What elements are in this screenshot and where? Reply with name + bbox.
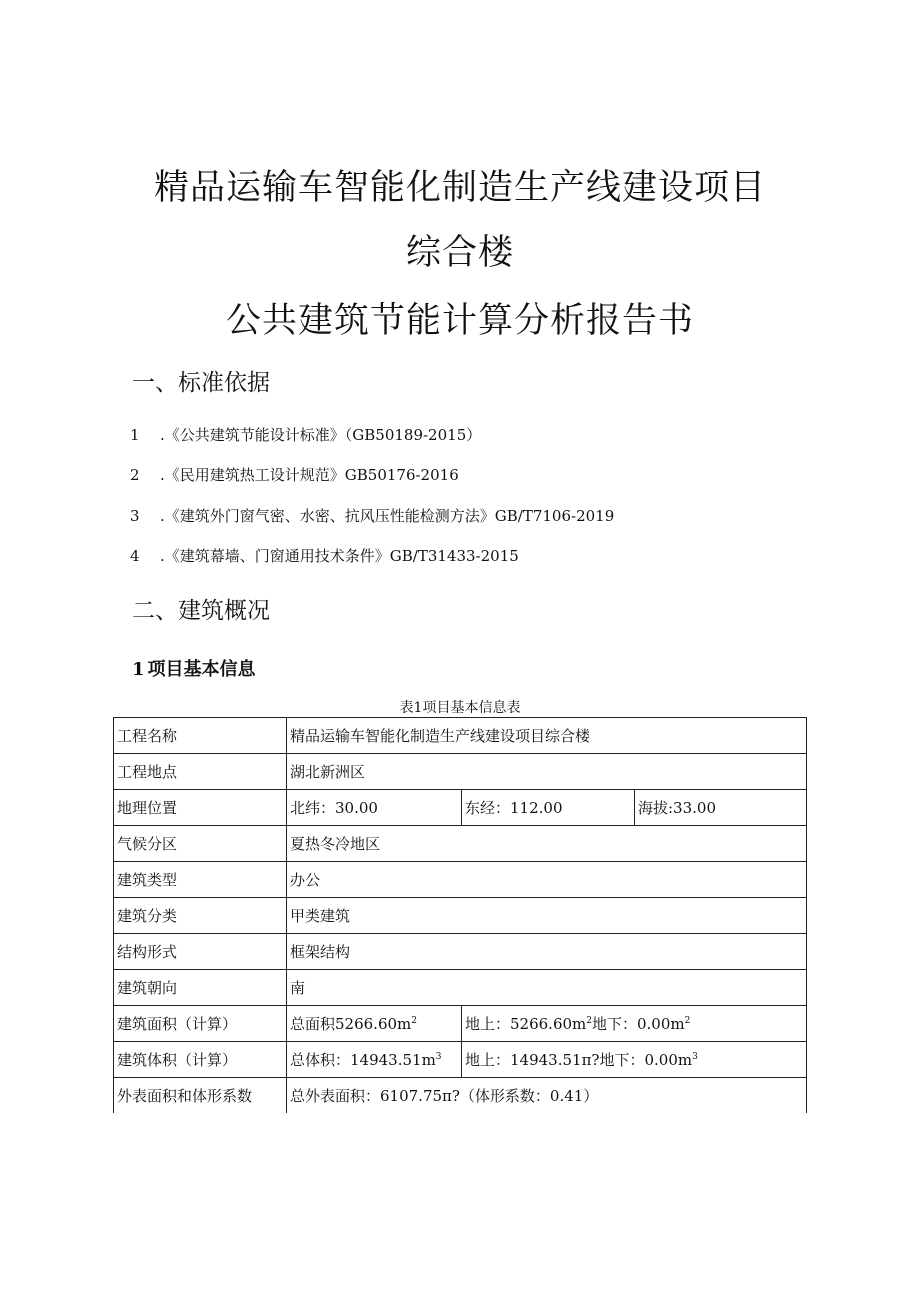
section-heading-standards: 一、标准依据 bbox=[132, 370, 270, 396]
table-row bbox=[114, 862, 807, 898]
table-row bbox=[114, 1042, 807, 1078]
document-title: 精品运输车智能化制造生产线建设项目 bbox=[153, 168, 766, 208]
document-subtitle-building: 综合楼 bbox=[405, 233, 514, 273]
row-value: 南 bbox=[287, 970, 807, 1006]
longitude-value: 东经：112.00 bbox=[462, 790, 635, 826]
row-label: 建筑分类 bbox=[114, 898, 287, 934]
subsection-number: 1 bbox=[132, 659, 145, 680]
table-row bbox=[114, 754, 807, 790]
table-row bbox=[114, 970, 807, 1006]
subsection-title: 项目基本信息 bbox=[147, 659, 256, 680]
table-row bbox=[114, 1078, 807, 1114]
row-value: 湖北新洲区 bbox=[287, 754, 807, 790]
table-row bbox=[114, 934, 807, 970]
row-value: 总外表面积：6107.75π?（体形系数：0.41） bbox=[287, 1078, 807, 1114]
reference-item bbox=[130, 545, 519, 566]
row-label: 地理位置 bbox=[114, 790, 287, 826]
row-label: 建筑面积（计算） bbox=[114, 1006, 287, 1042]
reference-number: 1 bbox=[130, 426, 140, 444]
total-volume-value: 总体积：$14943.51m^3$ bbox=[287, 1042, 462, 1078]
reference-number: 2 bbox=[130, 466, 140, 484]
row-value: 甲类建筑 bbox=[287, 898, 807, 934]
altitude-value: 海拔:33.00 bbox=[635, 790, 807, 826]
row-label: 工程名称 bbox=[114, 718, 287, 754]
table-row bbox=[114, 826, 807, 862]
latitude-value: 北纬：30.00 bbox=[287, 790, 462, 826]
subsection-heading bbox=[132, 655, 256, 681]
document-subtitle-report: 公共建筑节能计算分析报告书 bbox=[225, 301, 694, 341]
table-row bbox=[114, 1006, 807, 1042]
area-split-value: 地上：$5266.60m^2$地下：$0.00m^2$ bbox=[462, 1006, 807, 1042]
reference-text: .《民用建筑热工设计规范》GB50176-2016 bbox=[160, 466, 459, 484]
total-area-value: 总面积$5266.60m^2$ bbox=[287, 1006, 462, 1042]
reference-item bbox=[130, 464, 459, 485]
row-value: 框架结构 bbox=[287, 934, 807, 970]
project-info-table bbox=[113, 717, 807, 1113]
table-row bbox=[114, 790, 807, 826]
table-row bbox=[114, 898, 807, 934]
table-row bbox=[114, 718, 807, 754]
row-value: 办公 bbox=[287, 862, 807, 898]
row-label: 建筑朝向 bbox=[114, 970, 287, 1006]
reference-text: .《公共建筑节能设计标准》（GB50189-2015） bbox=[160, 426, 482, 444]
section-heading-overview: 二、建筑概况 bbox=[132, 598, 270, 624]
reference-item bbox=[130, 424, 481, 445]
reference-number: 4 bbox=[130, 547, 140, 565]
reference-text: .《建筑幕墙、门窗通用技术条件》GB/T31433-2015 bbox=[160, 547, 519, 565]
row-label: 结构形式 bbox=[114, 934, 287, 970]
row-label: 工程地点 bbox=[114, 754, 287, 790]
row-value: 精品运输车智能化制造生产线建设项目综合楼 bbox=[287, 718, 807, 754]
row-label: 建筑体积（计算） bbox=[114, 1042, 287, 1078]
reference-item bbox=[130, 505, 614, 526]
row-value: 夏热冬冷地区 bbox=[287, 826, 807, 862]
reference-number: 3 bbox=[130, 507, 140, 525]
row-label: 气候分区 bbox=[114, 826, 287, 862]
row-label: 外表面积和体形系数 bbox=[114, 1078, 287, 1114]
row-label: 建筑类型 bbox=[114, 862, 287, 898]
table-caption: 表1项目基本信息表 bbox=[399, 700, 521, 716]
reference-text: .《建筑外门窗气密、水密、抗风压性能检测方法》GB/T7106-2019 bbox=[160, 507, 615, 525]
volume-split-value: 地上：14943.51π?地下：$0.00m^3$ bbox=[462, 1042, 807, 1078]
